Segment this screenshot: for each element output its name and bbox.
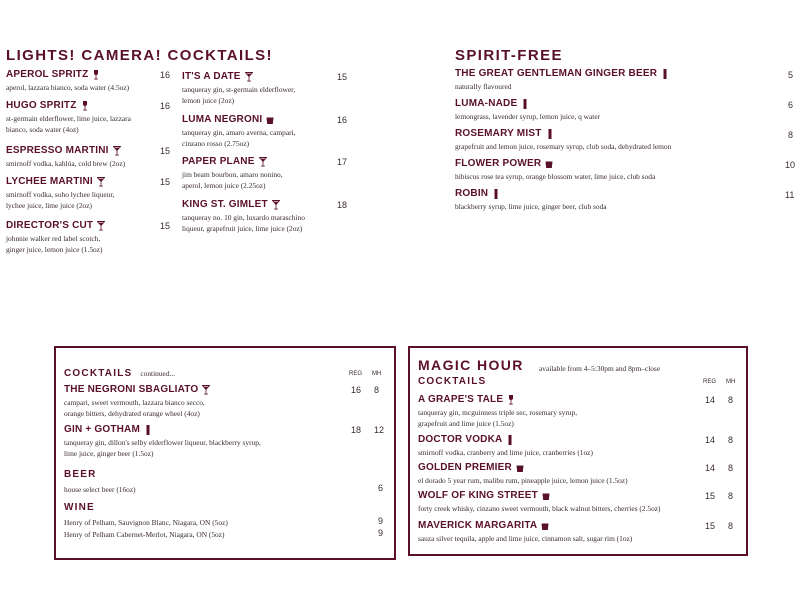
wine-price-2: 9 xyxy=(378,528,384,538)
section-title-cocktails: LIGHTS! CAMERA! COCKTAILS! xyxy=(6,47,273,64)
menu-item-price: 6 xyxy=(788,100,794,110)
cocktail-item xyxy=(6,145,125,169)
description-line: tanqueray gin, st-germain elderflower, xyxy=(182,85,296,94)
description-line: campari, sweet vermouth, lazzara bianco secco, xyxy=(64,398,205,407)
magic-hour-title: MAGIC HOUR xyxy=(418,357,524,373)
rocks-glass-icon xyxy=(541,521,549,531)
menu-item-description xyxy=(182,127,295,149)
menu-item-price: 17 xyxy=(337,157,348,167)
description-line: smirnoff vodka, soho lychee liqueur, xyxy=(6,190,115,199)
mh-price: 12 xyxy=(374,425,385,435)
menu-item-name: LYCHEE MARTINI xyxy=(6,176,93,187)
mh-price: 8 xyxy=(728,395,734,405)
wine-item-2: Henry of Pelham Cabernet-Merlot, Niagara, ON (5oz) xyxy=(64,530,225,539)
menu-item-name: GIN + GOTHAM xyxy=(64,424,141,435)
description-line: lime juice, ginger beer (1.5oz) xyxy=(64,449,154,458)
menu-item-price: 5 xyxy=(788,70,794,80)
menu-item-description xyxy=(418,533,632,544)
wine-price-1: 9 xyxy=(378,516,384,526)
menu-item-description xyxy=(418,475,628,486)
menu-item-description xyxy=(182,169,283,191)
highball-glass-icon xyxy=(546,129,554,139)
mh-price: 8 xyxy=(728,521,734,531)
cocktail-item xyxy=(182,156,283,191)
menu-item-name: GOLDEN PREMIER xyxy=(418,462,512,473)
menu-item-name-row xyxy=(6,176,114,187)
menu-item-description xyxy=(418,503,661,514)
menu-item-price: 15 xyxy=(160,177,171,187)
menu-item-name-row xyxy=(182,114,295,125)
menu-item-description xyxy=(6,189,114,211)
martini-glass-icon xyxy=(272,200,280,210)
menu-item-name: IT'S A DATE xyxy=(182,71,241,82)
magic-hour-item xyxy=(418,462,628,486)
wine-item-1: Henry of Pelham, Sauvignon Blanc, Niagara, ON (5oz) xyxy=(64,518,228,527)
menu-item-name: THE GREAT GENTLEMAN GINGER BEER xyxy=(455,68,658,79)
martini-glass-icon xyxy=(245,72,253,82)
menu-item-name: DOCTOR VODKA xyxy=(418,434,503,445)
description-line: grapefruit and lemon juice, rosemary syrup, club soda, dehydrated lemon xyxy=(455,142,672,151)
mh-price: 8 xyxy=(728,435,734,445)
menu-item-name-row xyxy=(455,188,607,199)
cocktail-item xyxy=(6,69,129,93)
rocks-glass-icon xyxy=(545,159,553,169)
magic-hour-item xyxy=(418,520,632,544)
reg-price: 14 xyxy=(705,395,716,405)
description-line: lychee juice, lime juice (2oz) xyxy=(6,201,92,210)
menu-item-name-row xyxy=(6,69,129,80)
mh-price: 8 xyxy=(374,385,380,395)
menu-item-name-row xyxy=(418,394,577,405)
continued-subtitle: continued... xyxy=(140,369,176,378)
description-line: tanqueray gin, dillon's selby elderflower liqueur, blackberry syrup, xyxy=(64,438,261,447)
menu-item-name: MAVERICK MARGARITA xyxy=(418,520,538,531)
menu-item-name: FLOWER POWER xyxy=(455,158,542,169)
menu-item-description xyxy=(182,84,295,106)
menu-item-price: 15 xyxy=(160,146,171,156)
menu-item-name-row xyxy=(6,145,125,156)
spirit-free-item xyxy=(455,188,607,212)
description-line: tanqueray no. 10 gin, luxardo maraschino xyxy=(182,213,305,222)
magic-reg-header: REG xyxy=(703,379,717,385)
description-line: bianco, soda water (4oz) xyxy=(6,125,79,134)
menu-item-name-row xyxy=(455,128,671,139)
menu-item-name-row xyxy=(455,98,600,109)
menu-item-name-row xyxy=(182,199,305,210)
menu-item-price: 18 xyxy=(337,200,348,210)
section-title-spirit-free: SPIRIT-FREE xyxy=(455,47,563,64)
description-line: cinzano rosso (2.75oz) xyxy=(182,139,250,148)
menu-item-name-row xyxy=(6,220,105,231)
cocktail-item xyxy=(6,220,105,255)
rocks-glass-icon xyxy=(516,463,524,473)
spirit-free-item xyxy=(455,68,669,92)
rocks-glass-icon xyxy=(266,115,274,125)
menu-item-description xyxy=(455,171,655,182)
martini-glass-icon xyxy=(259,157,267,167)
description-line: orange bitters, dehydrated orange wheel (4oz) xyxy=(64,409,200,418)
cocktail-item xyxy=(182,114,295,149)
highball-glass-icon xyxy=(661,69,669,79)
menu-item-name: KING ST. GIMLET xyxy=(182,199,268,210)
description-line: tanqueray gin, mcguinness triple sec, rosemary syrup, xyxy=(418,408,578,417)
beer-price: 6 xyxy=(378,483,384,493)
menu-item-price: 15 xyxy=(337,72,348,82)
beer-description: house select beer (16oz) xyxy=(64,485,136,494)
menu-item-description xyxy=(6,113,131,135)
menu-item-name-row xyxy=(182,71,295,82)
mh-column-header: MH xyxy=(372,371,382,377)
menu-item-description xyxy=(418,407,577,429)
menu-item-description xyxy=(418,447,593,458)
magic-hour-item xyxy=(418,394,577,429)
menu-item-name-row xyxy=(418,490,661,501)
cocktail-item xyxy=(182,199,305,234)
reg-price: 15 xyxy=(705,491,716,501)
menu-item-price: 15 xyxy=(160,221,171,231)
menu-item-name-row xyxy=(418,520,632,531)
reg-price: 14 xyxy=(705,435,716,445)
wine-glass-icon xyxy=(507,395,515,405)
menu-item-name: THE NEGRONI SBAGLIATO xyxy=(64,384,199,395)
menu-item-name-row xyxy=(6,100,131,111)
menu-item-description xyxy=(6,82,129,93)
menu-item-description xyxy=(455,111,600,122)
cocktail-item xyxy=(182,71,295,106)
description-line: johnnie walker red label scotch, xyxy=(6,234,101,243)
menu-item-description xyxy=(6,158,125,169)
description-line: lemongrass, lavender syrup, lemon juice, q water xyxy=(455,112,601,121)
description-line: lemon juice (2oz) xyxy=(182,96,235,105)
menu-item-name: WOLF OF KING STREET xyxy=(418,490,538,501)
description-line: jim beam bourbon, amaro nonino, xyxy=(182,170,283,179)
reg-price: 18 xyxy=(351,425,362,435)
beer-heading: BEER xyxy=(64,469,97,480)
wine-heading: WINE xyxy=(64,502,95,513)
wine-glass-icon xyxy=(92,70,100,80)
mh-price: 8 xyxy=(728,491,734,501)
menu-item-name: APEROL SPRITZ xyxy=(6,69,89,80)
menu-item-price: 16 xyxy=(160,70,171,80)
reg-price: 16 xyxy=(351,385,362,395)
menu-item-description xyxy=(6,233,105,255)
spirit-free-item xyxy=(455,158,655,182)
description-line: aperol, lazzara bianco, soda water (4.5oz) xyxy=(6,83,130,92)
highball-glass-icon xyxy=(506,435,514,445)
highball-glass-icon xyxy=(144,425,152,435)
menu-item-name-row xyxy=(182,156,283,167)
magic-hour-subtitle: available from 4–5:30pm and 8pm–close xyxy=(539,364,661,373)
cocktails-continued-box xyxy=(54,346,396,560)
menu-item-description xyxy=(182,212,305,234)
menu-item-name: LUMA-NADE xyxy=(455,98,518,109)
reg-price: 15 xyxy=(705,521,716,531)
menu-item-name-row xyxy=(64,424,261,435)
magic-hour-item xyxy=(418,490,661,514)
reg-price: 14 xyxy=(705,463,716,473)
spirit-free-item xyxy=(455,98,600,122)
martini-glass-icon xyxy=(97,177,105,187)
menu-item-name: DIRECTOR'S CUT xyxy=(6,220,94,231)
menu-item-name-row xyxy=(418,434,593,445)
martini-glass-icon xyxy=(113,146,121,156)
magic-mh-header: MH xyxy=(726,379,736,385)
mh-price: 8 xyxy=(728,463,734,473)
menu-item-name: LUMA NEGRONI xyxy=(182,114,263,125)
menu-item-name: ROBIN xyxy=(455,188,489,199)
description-line: sauza silver tequila, apple and lime juice, cinnamon salt, sugar rim (1oz) xyxy=(418,534,633,543)
rocks-glass-icon xyxy=(542,491,550,501)
continued-item xyxy=(64,424,261,459)
menu-item-price: 8 xyxy=(788,130,794,140)
menu-item-name: HUGO SPRITZ xyxy=(6,100,77,111)
menu-item-price: 16 xyxy=(337,115,348,125)
menu-item-description xyxy=(455,141,671,152)
menu-item-name-row xyxy=(455,158,655,169)
cocktail-item xyxy=(6,176,114,211)
description-line: hibiscus rose tea syrup, orange blossom water, lime juice, club soda xyxy=(455,172,656,181)
menu-item-description xyxy=(64,397,210,419)
cocktail-item xyxy=(6,100,131,135)
menu-item-price: 16 xyxy=(160,101,171,111)
description-line: smirnoff vodka, cranberry and lime juice, cranberries (1oz) xyxy=(418,448,593,457)
reg-column-header: REG xyxy=(349,371,363,377)
menu-item-description xyxy=(64,437,261,459)
menu-item-name: A GRAPE'S TALE xyxy=(418,394,504,405)
menu-item-price: 11 xyxy=(785,190,795,200)
menu-item-name: ESPRESSO MARTINI xyxy=(6,145,109,156)
description-line: naturally flavoured xyxy=(455,82,512,91)
magic-hour-item xyxy=(418,434,593,458)
continued-item xyxy=(64,384,210,419)
continued-title: COCKTAILS xyxy=(64,368,133,379)
menu-item-price: 10 xyxy=(785,160,796,170)
highball-glass-icon xyxy=(521,99,529,109)
description-line: smirnoff vodka, kahlúa, cold brew (2oz) xyxy=(6,159,126,168)
description-line: st-germain elderflower, lime juice, lazzara xyxy=(6,114,131,123)
menu-item-description xyxy=(455,81,669,92)
martini-glass-icon xyxy=(202,385,210,395)
highball-glass-icon xyxy=(492,189,500,199)
description-line: tanqueray gin, amaro averna, campari, xyxy=(182,128,296,137)
description-line: blackberry syrup, lime juice, ginger beer, club soda xyxy=(455,202,607,211)
continued-heading xyxy=(64,368,175,379)
description-line: aperol, lemon juice (2.25oz) xyxy=(182,181,266,190)
wine-glass-icon xyxy=(81,101,89,111)
menu-item-description xyxy=(455,201,607,212)
menu-item-name: PAPER PLANE xyxy=(182,156,255,167)
spirit-free-item xyxy=(455,128,671,152)
magic-cocktails-heading: COCKTAILS xyxy=(418,376,487,387)
menu-item-name-row xyxy=(64,384,210,395)
description-line: liqueur, grapefruit juice, lime juice (2oz) xyxy=(182,224,303,233)
menu-item-name-row xyxy=(418,462,628,473)
martini-glass-icon xyxy=(97,221,105,231)
menu-item-name-row xyxy=(455,68,669,79)
description-line: forty creek whisky, cinzano sweet vermouth, black walnut bitters, cherries (2.5oz) xyxy=(418,504,661,513)
menu-item-name: ROSEMARY MIST xyxy=(455,128,542,139)
magic-hour-box xyxy=(408,346,748,556)
description-line: ginger juice, lemon juice (1.5oz) xyxy=(6,245,103,254)
description-line: grapefruit and lime juice (1.5oz) xyxy=(418,419,514,428)
description-line: el dorado 5 year rum, malibu rum, pineapple juice, lemon juice (1.5oz) xyxy=(418,476,628,485)
